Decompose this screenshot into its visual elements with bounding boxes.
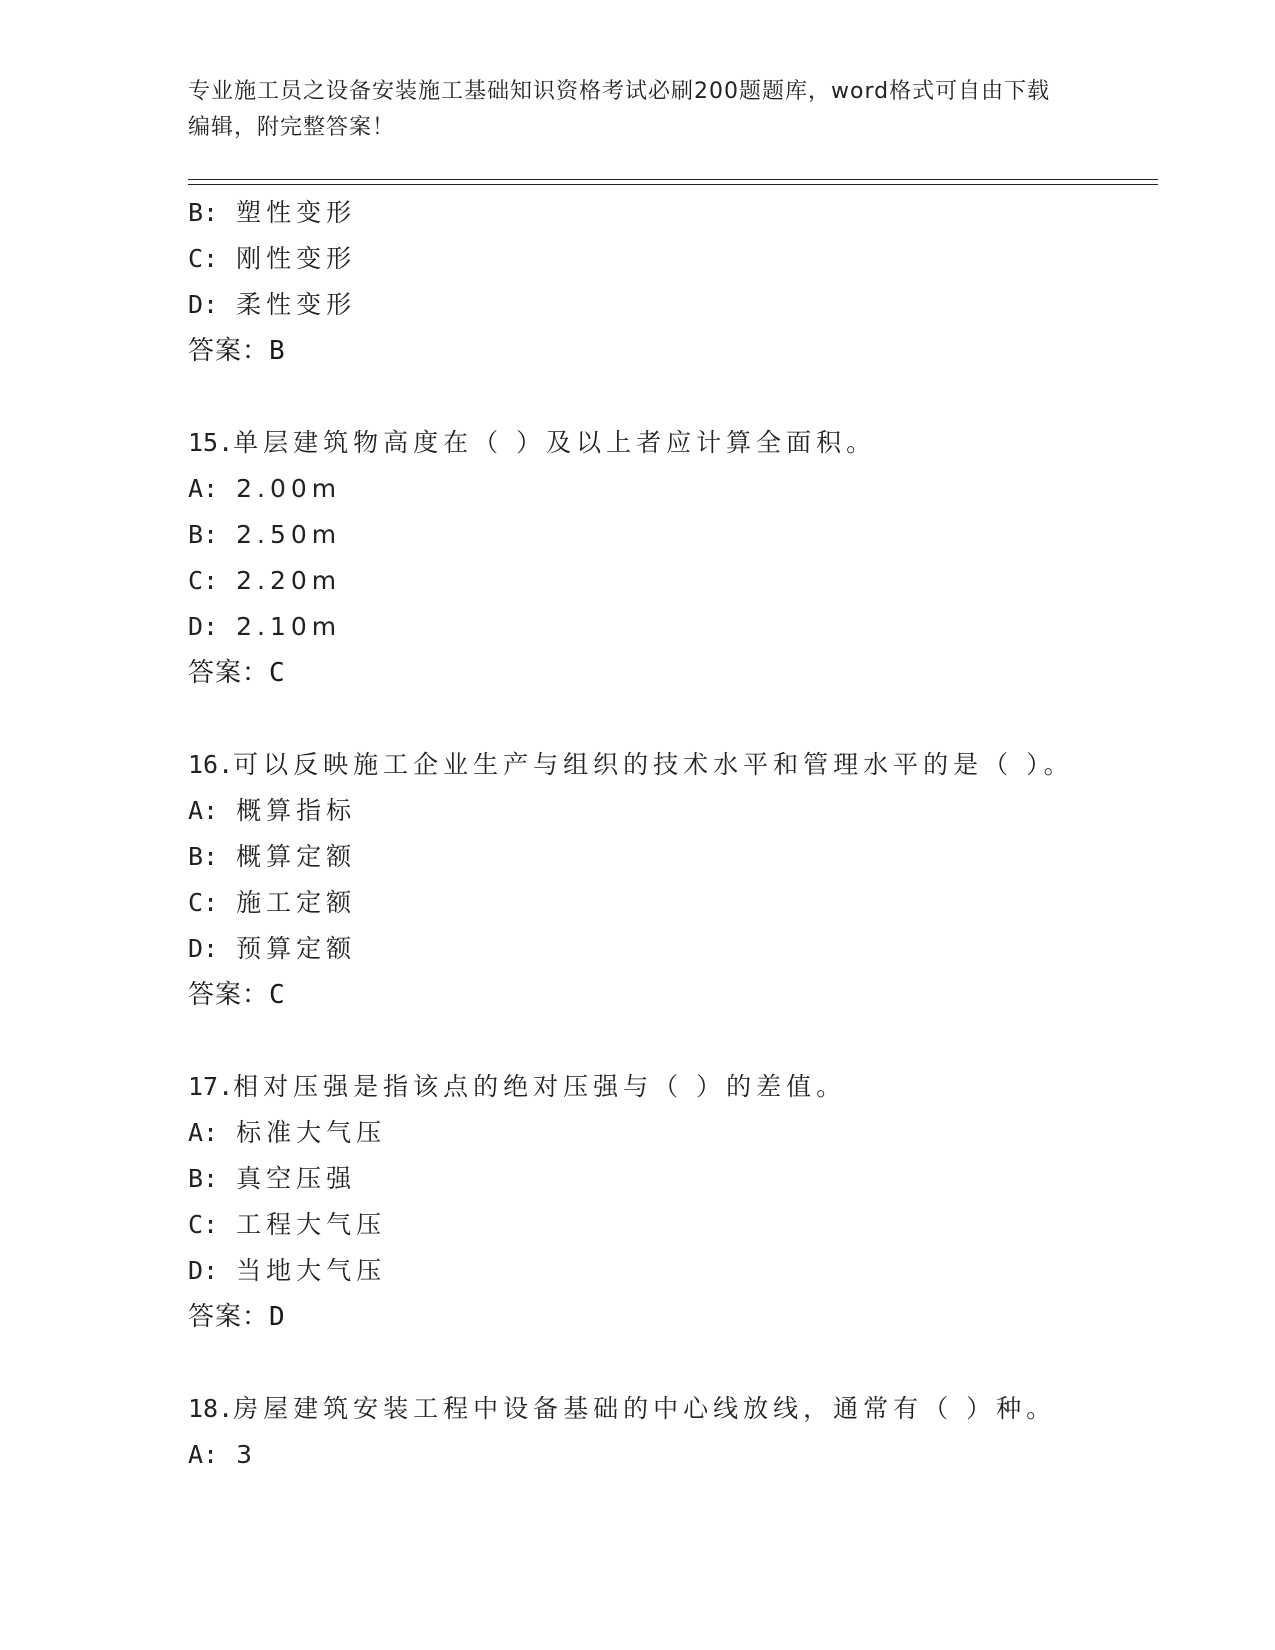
option-b: B: 2.50m (188, 520, 342, 549)
option-a: A: 概算指标 (188, 796, 357, 825)
option-c: C: 2.20m (188, 566, 342, 595)
answer-line: 答案：D (188, 1302, 286, 1332)
option-a: A: 3 (188, 1440, 258, 1469)
option-d: D: 2.10m (188, 612, 342, 641)
question-stem: 16.可以反映施工企业生产与组织的技术水平和管理水平的是（ ）。 (188, 750, 1074, 779)
question-stem: 17.相对压强是指该点的绝对压强与（ ）的差值。 (188, 1072, 847, 1101)
answer-line: 答案：B (188, 336, 286, 366)
option-a: A: 标准大气压 (188, 1118, 387, 1147)
option-c: C: 工程大气压 (188, 1210, 387, 1239)
option-d: D: 当地大气压 (188, 1256, 387, 1285)
option-d: D: 柔性变形 (188, 290, 357, 319)
document-header: 专业施工员之设备安装施工基础知识资格考试必刷200题题库，word格式可自由下载编辑，附完整答案！ (188, 79, 1051, 140)
question-18 (188, 1386, 1148, 1478)
option-c: C: 刚性变形 (188, 244, 357, 273)
header-divider-bottom (188, 184, 1158, 185)
option-a: A: 2.00m (188, 474, 342, 503)
answer-line: 答案：C (188, 658, 286, 688)
question-16 (188, 742, 1148, 1018)
option-b: B: 概算定额 (188, 842, 357, 871)
option-c: C: 施工定额 (188, 888, 357, 917)
question-15 (188, 420, 1148, 696)
option-b: B: 真空压强 (188, 1164, 357, 1193)
answer-line: 答案：C (188, 980, 286, 1010)
question-list (188, 190, 1148, 1478)
option-b: B: 塑性变形 (188, 198, 357, 227)
question-stem: 18.房屋建筑安装工程中设备基础的中心线放线，通常有（ ）种。 (188, 1394, 1057, 1423)
option-d: D: 预算定额 (188, 934, 357, 963)
header-divider-top (188, 179, 1158, 180)
question-17 (188, 1064, 1148, 1340)
question-14-continued (188, 190, 1148, 374)
question-stem: 15.单层建筑物高度在（ ）及以上者应计算全面积。 (188, 428, 877, 457)
